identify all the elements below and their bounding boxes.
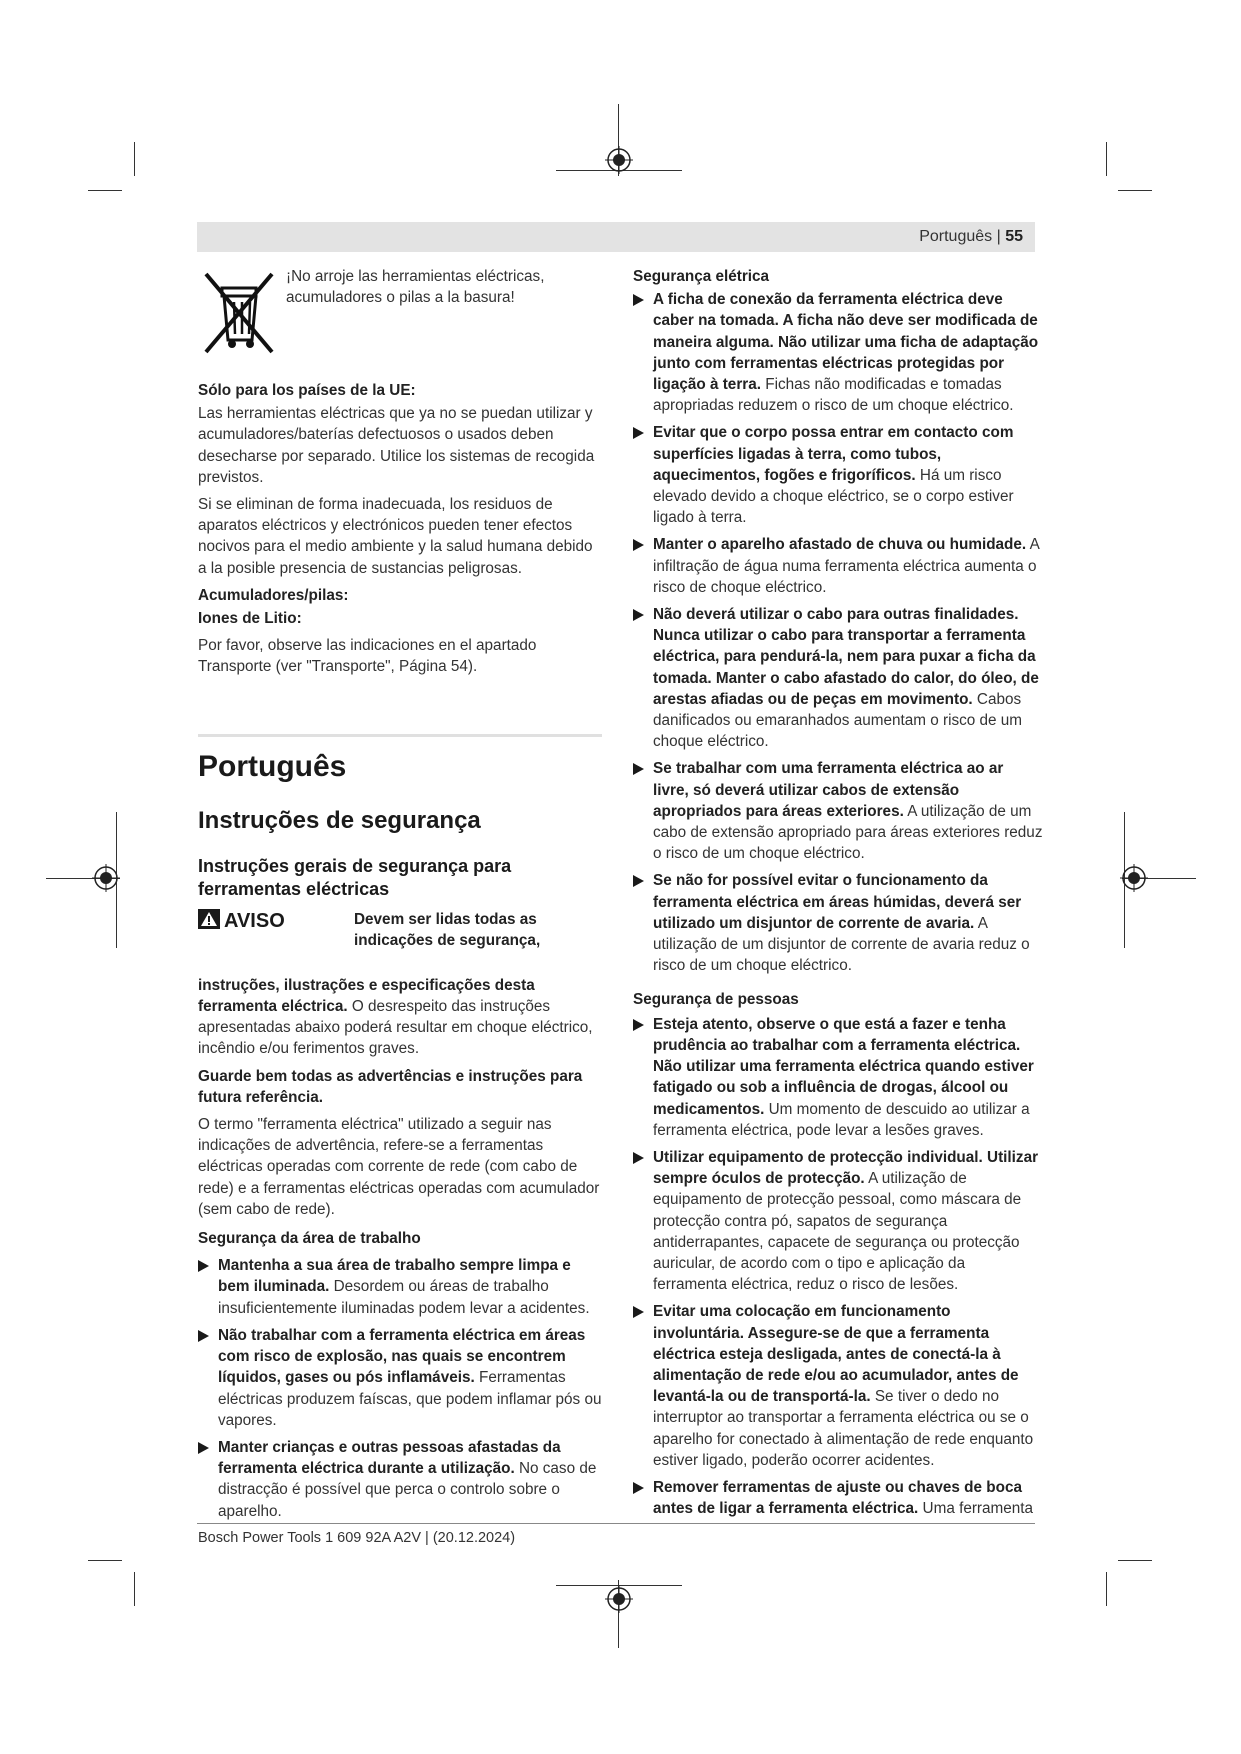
item-text: A utilização de equipamento de protecção pessoal, como máscara de protecção contra pó, sapatos de segurança antiderrapantes, capacete de segurança ou protecção auricular, de acordo com o tipo e aplicação da ferramenta eléctrica, reduz o risco de lesões. xyxy=(653,1170,1022,1294)
registration-mark-icon xyxy=(605,1585,633,1613)
bullet-arrow-icon xyxy=(633,427,644,439)
item-text: A infiltração de água numa ferramenta eléctrica aumenta o risco de choque eléctrico. xyxy=(653,536,1039,596)
bullet-arrow-icon xyxy=(198,1330,209,1342)
item-bold: Remover ferramentas de ajuste ou chaves de boca antes de ligar a ferramenta eléctrica. xyxy=(653,1478,1022,1518)
bullet-arrow-icon xyxy=(633,1306,644,1318)
bullet-arrow-icon xyxy=(633,763,644,775)
warning-label-text: AVISO xyxy=(224,909,285,932)
bullet-arrow-icon xyxy=(633,294,644,306)
registration-mark-icon xyxy=(605,146,633,174)
item-bold: A ficha de conexão da ferramenta eléctrica deve caber na tomada. A ficha não deve ser modificada de maneira alguma. Não utilizar uma ficha de adaptação junto com ferramentas eléctricas protegidas por ligação à terra. xyxy=(653,291,1039,394)
warning-label xyxy=(198,909,285,934)
list-item xyxy=(633,1477,1043,1519)
item-text: Um momento de descuido ao utilizar a ferramenta eléctrica, pode levar a lesões graves. xyxy=(653,1100,1030,1139)
right-column xyxy=(633,266,1043,1525)
general-safety-title: Instruções gerais de segurança para ferramentas eléctricas xyxy=(198,855,512,899)
persons-heading: Segurança de pessoas xyxy=(633,990,799,1008)
warning-side-text: Devem ser lidas todas as indicações de segurança, xyxy=(354,910,541,949)
disposal-block xyxy=(198,266,602,366)
item-bold: Esteja atento, observe o que está a fazer e tenha prudência ao trabalhar com a ferramenta eléctrica. Não utilizar uma ferramenta eléctrica quando estiver fatigado ou sob a influência de drogas, álcool ou medicamentos. xyxy=(653,1015,1034,1118)
footer-divider xyxy=(197,1523,1035,1524)
crop-mark xyxy=(88,190,122,191)
item-bold: Utilizar equipamento de protecção individual. Utilizar sempre óculos de protecção. xyxy=(653,1148,1039,1188)
list-item xyxy=(633,422,1043,528)
list-item xyxy=(198,1325,602,1431)
bullet-arrow-icon xyxy=(633,875,644,887)
item-bold: Não deverá utilizar o cabo para outras finalidades. Nunca utilizar o cabo para transportar a ferramenta eléctrica, para pendurá-la, nem para puxar a ficha da tomada. Manter o cabo afastado do calor, do óleo, de arestas afiadas ou de peças em movimento. xyxy=(653,606,1039,708)
page-number: 55 xyxy=(1005,228,1023,245)
item-text: Uma ferramenta xyxy=(922,1500,1034,1518)
item-text: Cabos danificados ou emaranhados aumentam o risco de um choque eléctrico. xyxy=(653,690,1023,751)
warning-block xyxy=(198,909,602,977)
item-bold: Mantenha a sua área de trabalho sempre limpa e bem iluminada. xyxy=(218,1257,571,1296)
list-item xyxy=(633,1301,1043,1471)
item-text: A utilização de um cabo de extensão apropriado para áreas exteriores reduz o risco de um choque eléctrico. xyxy=(653,802,1043,863)
electrical-heading: Segurança elétrica xyxy=(633,268,770,285)
header-language: Português xyxy=(919,228,993,245)
item-text: Há um risco elevado devido a choque eléctrico, se o corpo estiver ligado à terra. xyxy=(653,466,1014,527)
eu-heading: Sólo para los países de la UE: xyxy=(198,382,416,399)
list-item xyxy=(633,870,1043,976)
item-text: Ferramentas eléctricas produzem faíscas, que podem inflamar pós ou vapores. xyxy=(218,1369,602,1429)
list-item xyxy=(633,604,1043,752)
bullet-arrow-icon xyxy=(633,1152,644,1164)
item-bold: Evitar uma colocação em funcionamento involuntária. Assegure-se de que a ferramenta eléctrica esteja desligada, antes de conectá-la à alimentação de rede e/ou ao acumulador, antes de levantá-la ou de transportá-la. xyxy=(653,1303,1019,1406)
item-bold: Manter o aparelho afastado de chuva ou humidade. xyxy=(653,536,1027,554)
list-item xyxy=(633,534,1043,598)
keep-instructions: Guarde bem todas as advertências e instruções para futura referência. xyxy=(198,1067,583,1106)
item-bold: Não trabalhar com a ferramenta eléctrica em áreas com risco de explosão, nas quais se encontrem líquidos, gases ou pós inflamáveis. xyxy=(218,1326,586,1387)
crop-mark xyxy=(134,1572,135,1606)
bullet-arrow-icon xyxy=(633,609,644,621)
section-divider xyxy=(198,734,602,737)
bullet-arrow-icon xyxy=(633,1482,644,1494)
header-separator: | xyxy=(996,228,1001,245)
warning-continuation-bold: instruções, ilustrações e especificações desta ferramenta eléctrica. xyxy=(198,976,535,1016)
item-text: A utilização de um disjuntor de corrente de avaria reduz o risco de um choque eléctrico. xyxy=(653,914,1030,975)
warning-triangle-icon xyxy=(198,909,224,934)
list-item xyxy=(198,1255,602,1319)
left-column xyxy=(198,266,602,1528)
crop-mark xyxy=(1118,190,1152,191)
list-item xyxy=(633,1147,1043,1295)
lithium-heading: Iones de Litio: xyxy=(198,610,302,628)
bullet-arrow-icon xyxy=(633,539,644,551)
item-text: No caso de distracção é possível que perca o controlo sobre o aparelho. xyxy=(218,1460,597,1520)
registration-mark-icon xyxy=(92,864,120,892)
item-text: Fichas não modificadas e tomadas apropriadas reduzem o risco de um choque eléctrico. xyxy=(653,376,1014,415)
work-area-heading: Segurança da área de trabalho xyxy=(198,1230,421,1248)
crossed-out-wheelie-bin-icon xyxy=(198,266,278,356)
footer-text: Bosch Power Tools 1 609 92A A2V | (20.12.2024) xyxy=(198,1530,516,1546)
bullet-arrow-icon xyxy=(198,1442,209,1454)
safety-title: Instruções de segurança xyxy=(198,806,481,834)
list-item xyxy=(633,758,1043,864)
crop-mark xyxy=(88,1560,122,1561)
item-bold: Manter crianças e outras pessoas afastadas da ferramenta eléctrica durante a utilização. xyxy=(218,1438,561,1478)
list-item xyxy=(633,289,1043,416)
term-definition: O termo "ferramenta eléctrica" utilizado a seguir nas indicações de advertência, refere-se a ferramentas eléctricas operadas com corrente de rede (com cabo de rede) e a ferramentas eléctricas operadas com acumulador (sem cabo de rede). xyxy=(198,1116,600,1218)
language-title: Português xyxy=(198,749,347,783)
page-header xyxy=(197,222,1035,252)
item-bold: Se trabalhar com uma ferramenta eléctrica ao ar livre, só deverá utilizar cabos de extensão apropriados para áreas exteriores. xyxy=(653,760,1004,820)
item-bold: Se não for possível evitar o funcionamento da ferramenta eléctrica em áreas húmidas, deverá ser utilizado um disjuntor de corrente de avaria. xyxy=(653,872,1022,932)
eu-paragraph-1: Las herramientas eléctricas que ya no se puedan utilizar y acumuladores/baterías defectuosos o usados deben desecharse por separado. Utilice los sistemas de recogida previstos. xyxy=(198,405,595,486)
lithium-text: Por favor, observe las indicaciones en el apartado Transporte (ver "Transporte", Página 54). xyxy=(198,637,537,676)
bullet-arrow-icon xyxy=(633,1019,644,1031)
warning-continuation xyxy=(198,975,602,1060)
registration-mark-icon xyxy=(1120,864,1148,892)
crop-mark xyxy=(134,142,135,176)
item-text: Desordem ou áreas de trabalho insuficientemente iluminadas podem levar a acidentes. xyxy=(218,1278,590,1317)
item-text: Se tiver o dedo no interruptor ao transportar a ferramenta eléctrica ou se o aparelho for conectado à alimentação de rede enquanto estiver ligado, poderão ocorrer acidentes. xyxy=(653,1388,1034,1469)
crop-mark xyxy=(1106,142,1107,176)
warning-continuation-text: O desrespeito das instruções apresentadas abaixo poderá resultar em choque eléctrico, incêndio e/ou ferimentos graves. xyxy=(198,998,593,1058)
crop-mark xyxy=(1106,1572,1107,1606)
item-bold: Evitar que o corpo possa entrar em contacto com superfícies ligadas à terra, como tubos, aquecimentos, fogões e frigoríficos. xyxy=(653,424,1014,484)
bullet-arrow-icon xyxy=(198,1260,209,1272)
crop-mark xyxy=(1118,1560,1152,1561)
disposal-warning: ¡No arroje las herramientas eléctricas, acumuladores o pilas a la basura! xyxy=(286,268,545,307)
list-item xyxy=(633,1014,1043,1141)
eu-paragraph-2: Si se eliminan de forma inadecuada, los residuos de aparatos eléctricos y electrónicos pueden tener efectos nocivos para el medio ambiente y la salud humana debido a la posible presencia de sustancias peligrosas. xyxy=(198,496,593,577)
list-item xyxy=(198,1437,602,1522)
batteries-heading: Acumuladores/pilas: xyxy=(198,586,349,604)
header-text xyxy=(919,228,1023,246)
